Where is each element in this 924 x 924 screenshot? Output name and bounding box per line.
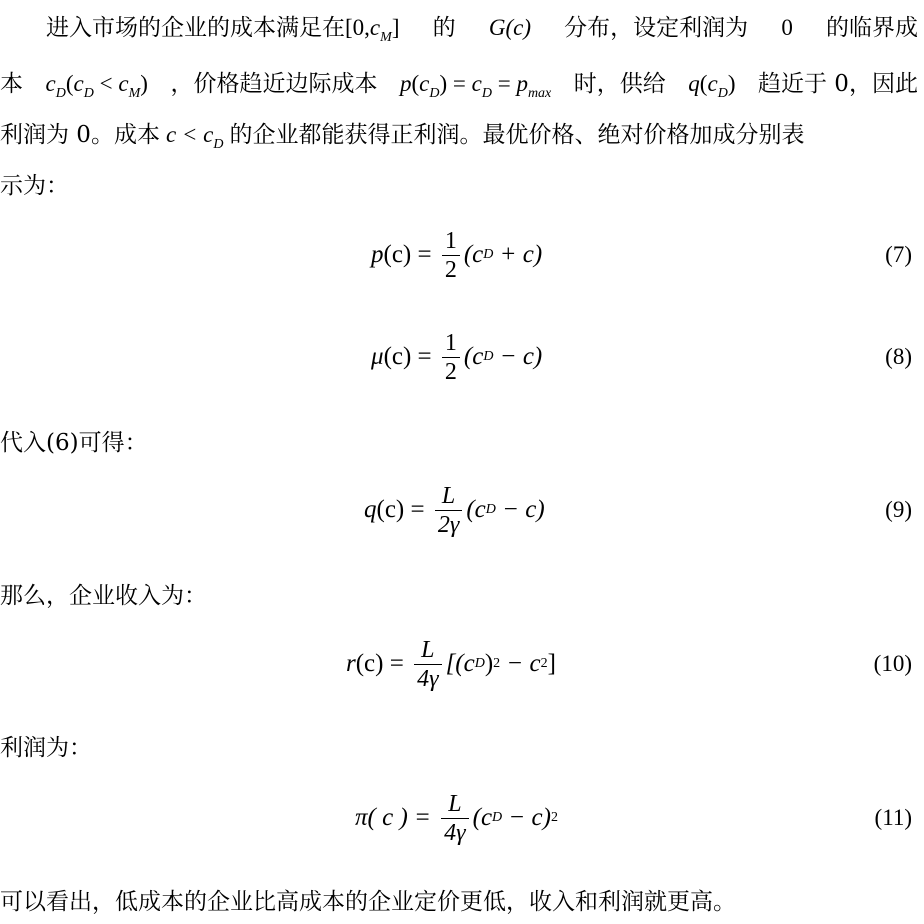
math-q-of-cd — [688, 69, 735, 109]
fraction-denominator: 2 — [444, 256, 457, 283]
eq-rhs: − c) — [493, 343, 543, 370]
equation-number: (9) — [885, 497, 912, 522]
math-superscript: 2 — [550, 810, 558, 825]
math: q — [688, 71, 700, 96]
text-substitute — [0, 428, 924, 458]
eq-lhs: p — [371, 241, 384, 268]
text: 本 — [0, 71, 23, 97]
fraction-denominator: 2γ — [437, 511, 460, 538]
fraction — [435, 482, 462, 539]
eq-lhs-arg: (c) = — [355, 650, 411, 677]
math-subscript: D — [483, 349, 494, 364]
math-subscript: D — [481, 86, 492, 101]
math: [0, — [345, 15, 370, 40]
eq-rhs: ] — [547, 650, 556, 677]
math: c — [419, 71, 430, 96]
math: ] — [391, 15, 400, 40]
equation-number: (11) — [874, 805, 912, 830]
math-subscript: M — [380, 30, 392, 45]
text-profit-intro — [0, 733, 924, 763]
text: 趋近于 0，因此 — [758, 71, 918, 97]
text: 利润为： — [0, 735, 92, 761]
math-subscript: D — [213, 137, 224, 152]
equation-body — [355, 786, 558, 850]
math-subscript: D — [483, 247, 494, 262]
eq-rhs: (c — [463, 343, 484, 370]
fraction — [442, 227, 460, 284]
indent — [0, 15, 46, 41]
equation-body — [346, 632, 556, 696]
text: 的临界成 — [826, 15, 918, 41]
math: p — [399, 71, 412, 96]
math-subscript: D — [485, 502, 496, 517]
conclusion-text — [0, 887, 924, 917]
text: 时，供给 — [573, 71, 666, 97]
text: 分布，设定利润为 — [564, 15, 749, 41]
eq-lhs-arg: (c) = — [383, 241, 438, 268]
equation-9 — [0, 478, 924, 542]
math-subscript: D — [474, 656, 485, 671]
math-subscript: max — [527, 86, 552, 101]
math-subscript: D — [492, 810, 503, 825]
fraction — [441, 790, 468, 847]
number-zero: 0 — [781, 15, 793, 40]
fraction-denominator: 4γ — [444, 819, 466, 846]
equation-body — [371, 325, 542, 389]
math: ( — [65, 71, 74, 96]
eq-rhs: ) — [484, 650, 494, 677]
math-subscript: D — [429, 86, 440, 101]
math-price-equation — [400, 69, 551, 109]
text: ，价格趋近边际成本 — [170, 71, 378, 97]
fraction-numerator: L — [421, 636, 435, 663]
text: 的 — [432, 15, 456, 41]
math: G — [488, 15, 506, 40]
math: c — [45, 71, 56, 96]
fraction-numerator: 1 — [444, 227, 457, 254]
eq-rhs: + c) — [493, 241, 543, 268]
text: 示为： — [0, 173, 69, 199]
math: c < c — [165, 122, 214, 147]
math: c — [471, 71, 482, 96]
eq-rhs: (c — [472, 804, 493, 831]
equation-10 — [0, 632, 924, 696]
math-subscript: D — [55, 86, 66, 101]
text: 那么，企业收入为： — [0, 583, 207, 609]
fraction — [442, 329, 460, 386]
eq-lhs: q — [364, 496, 377, 523]
equation-number: (7) — [885, 242, 912, 267]
equation-number: (10) — [873, 651, 912, 676]
fraction-numerator: L — [448, 790, 462, 817]
paragraph-line-3 — [0, 120, 924, 160]
math: c — [118, 71, 129, 96]
eq-rhs: − c) — [495, 496, 545, 523]
math: ( — [411, 71, 420, 96]
line1-segment-a — [0, 13, 399, 53]
fraction — [414, 636, 441, 693]
math: < — [93, 71, 119, 96]
math: c — [73, 71, 84, 96]
text: 代入(6)可得： — [0, 430, 148, 456]
math: c — [369, 15, 381, 40]
math: = — [491, 71, 517, 96]
eq-lhs-arg: (c) = — [383, 343, 438, 370]
text: 的企业都能获得正利润。最优价格、绝对价格加成分别表 — [229, 122, 805, 148]
math: (c) — [505, 15, 531, 40]
text: 可以看出，低成本的企业比高成本的企业定价更低，收入和利润就更高。 — [0, 889, 736, 915]
eq-rhs: (c — [466, 496, 486, 523]
eq-lhs-arg: ( c ) = — [367, 804, 438, 831]
math-subscript: D — [83, 86, 94, 101]
math-g-of-c — [489, 13, 531, 53]
eq-rhs: − c) — [502, 804, 551, 831]
math: ) — [727, 71, 736, 96]
equation-7 — [0, 223, 924, 287]
eq-rhs: − c — [500, 650, 541, 677]
math-superscript: 2 — [540, 656, 548, 671]
math: p — [516, 71, 528, 96]
equation-8 — [0, 325, 924, 389]
text-revenue-intro — [0, 581, 924, 611]
math: c — [707, 71, 718, 96]
eq-lhs-arg: (c) = — [376, 496, 431, 523]
math-subscript: M — [128, 86, 141, 101]
equation-body — [371, 223, 542, 287]
fraction-numerator: L — [441, 482, 456, 509]
eq-lhs: π — [355, 804, 368, 831]
math: ( — [699, 71, 708, 96]
text: 利润为 0。成本 — [0, 122, 160, 148]
math: ) = — [439, 71, 472, 96]
math-subscript: D — [717, 86, 728, 101]
text: 进入市场的企业的成本满足在 — [46, 15, 345, 41]
math-superscript: 2 — [493, 656, 501, 671]
math: ) — [140, 71, 148, 96]
equation-number: (8) — [885, 344, 912, 369]
fraction-denominator: 4γ — [417, 665, 439, 692]
paragraph-line-4 — [0, 171, 924, 201]
eq-rhs: (c — [463, 241, 484, 268]
equation-11 — [0, 786, 924, 850]
fraction-numerator: 1 — [444, 329, 457, 356]
math-cd-condition — [46, 69, 148, 109]
eq-lhs: μ — [371, 343, 384, 370]
equation-body — [364, 478, 545, 542]
fraction-denominator: 2 — [444, 358, 457, 385]
paragraph-line-1 — [0, 13, 924, 53]
eq-lhs: r — [346, 650, 356, 677]
eq-rhs: [(c — [445, 650, 475, 677]
paragraph-line-2 — [0, 69, 924, 109]
